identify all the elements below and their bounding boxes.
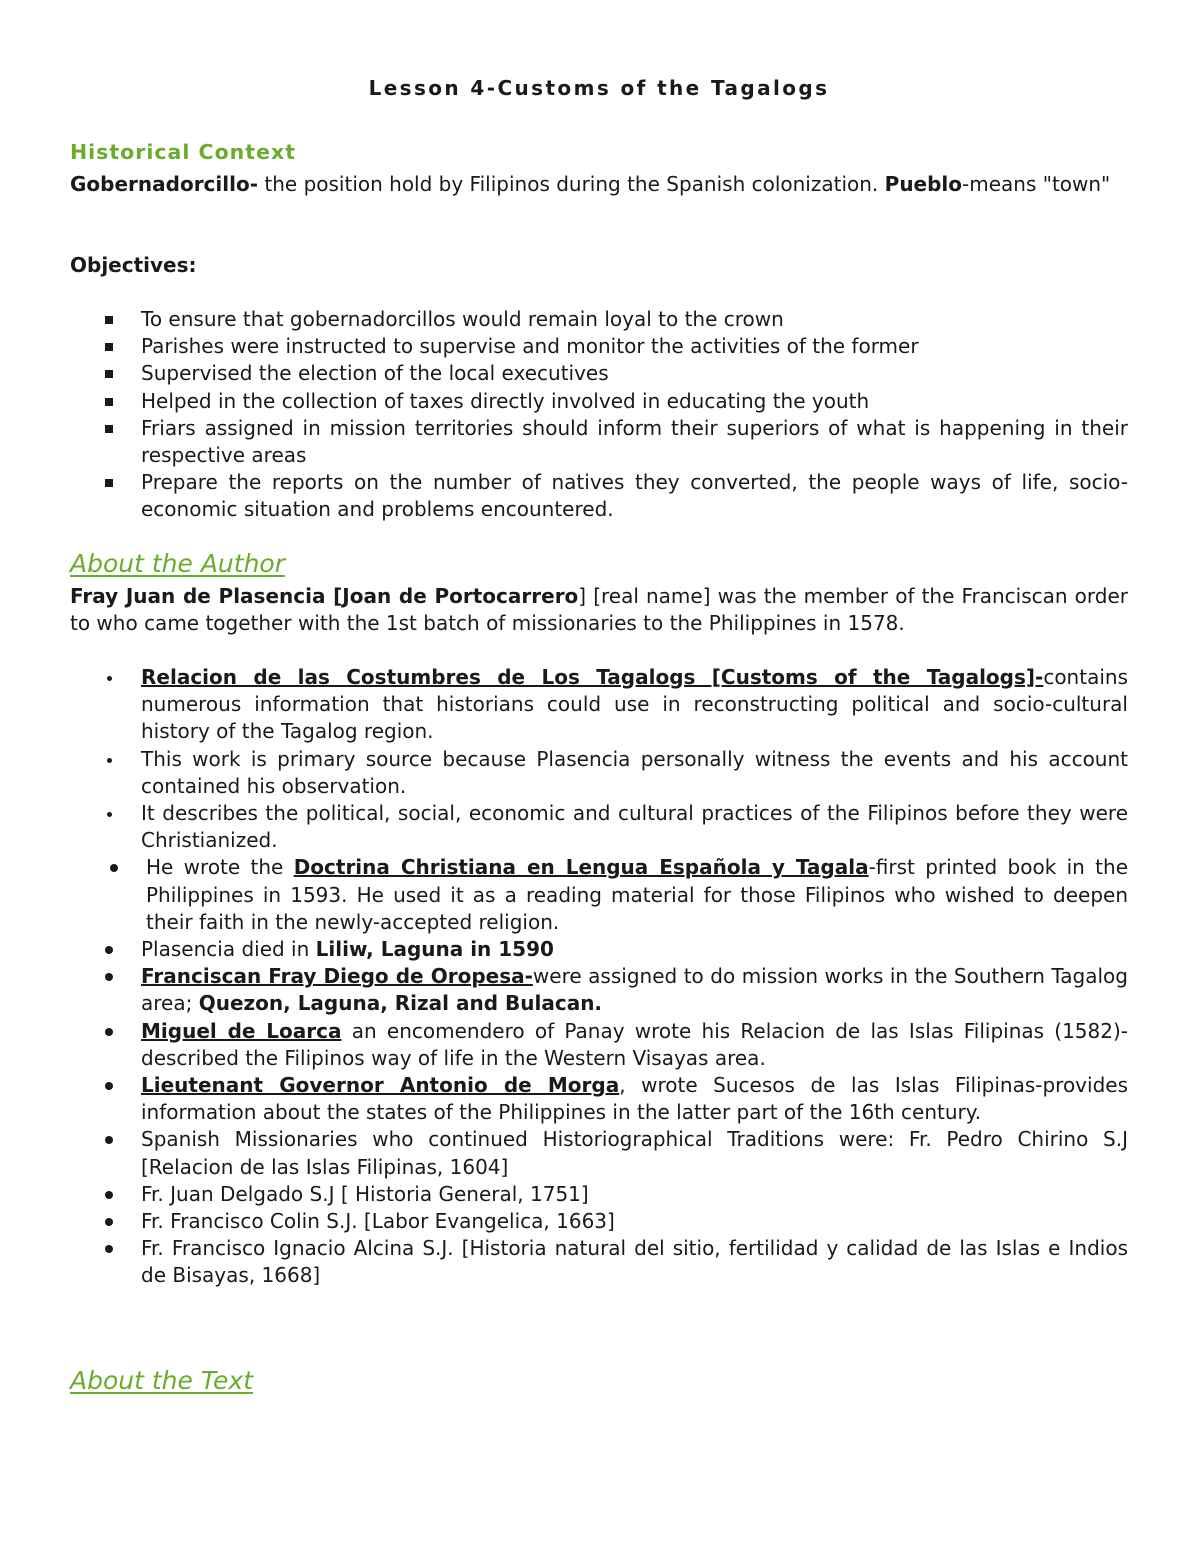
square-bullet-icon [105, 370, 113, 378]
list-item: Relacion de las Costumbres de Los Tagalogs [Customs of the Tagalogs]-contains numerous information that historians could use in reconstructing political and socio-cultural history of the Tagalog region. [70, 664, 1128, 746]
bullet-icon [105, 1136, 113, 1144]
term-gobernadorcillo: Gobernadorcillo- [70, 172, 259, 196]
about-text-heading: About the Text [70, 1366, 253, 1395]
bullet-icon [105, 1245, 113, 1253]
list-item: It describes the political, social, economic and cultural practices of the Filipinos before they were Christianized. [70, 800, 1128, 854]
author-name: Fray Juan de Plasencia [Joan de Portocarrero [70, 584, 579, 608]
square-bullet-icon [105, 425, 113, 433]
term-pueblo: Pueblo [884, 172, 963, 196]
square-bullet-icon [105, 398, 113, 406]
bullet-icon [105, 973, 113, 981]
def-gobernadorcillo: the position hold by Filipinos during the Spanish colonization. [258, 172, 885, 196]
square-bullet-icon [105, 343, 113, 351]
list-item: Fr. Francisco Colin S.J. [Labor Evangelica, 1663] [70, 1208, 1128, 1235]
list-item: Spanish Missionaries who continued Historiographical Traditions were: Fr. Pedro Chirino S.J [Relacion de las Islas Filipinas, 1604] [70, 1126, 1128, 1180]
list-item: Helped in the collection of taxes directly involved in educating the youth [70, 388, 1128, 415]
square-bullet-icon [105, 316, 113, 324]
list-item: Parishes were instructed to supervise and monitor the activities of the former [70, 333, 1128, 360]
bullet-icon [105, 1191, 113, 1199]
bullet-icon [105, 1028, 113, 1036]
about-author-heading: About the Author [70, 549, 286, 578]
list-item: He wrote the Doctrina Christiana en Lengua Española y Tagala-first printed book in the Philippines in 1593. He used it as a reading material for those Filipinos who wished to deepen their faith in the newly-accepted religion. [70, 854, 1128, 936]
list-item: This work is primary source because Plasencia personally witness the events and his account contained his observation. [70, 746, 1128, 800]
page-title: Lesson 4-Customs of the Tagalogs [368, 76, 830, 100]
list-item: Prepare the reports on the number of natives they converted, the people ways of life, socio-economic situation and problems encountered. [70, 469, 1128, 523]
square-bullet-icon [105, 479, 113, 487]
objectives-list [70, 306, 1128, 524]
bullet-icon [107, 676, 112, 681]
bullet-icon [107, 758, 112, 763]
bullet-icon [105, 1218, 113, 1226]
list-item: Fr. Juan Delgado S.J [ Historia General, 1751] [70, 1181, 1128, 1208]
list-item: To ensure that gobernadorcillos would remain loyal to the crown [70, 306, 1128, 333]
list-item: Friars assigned in mission territories should inform their superiors of what is happening in their respective areas [70, 415, 1128, 469]
bullet-icon [107, 812, 112, 817]
list-item: Lieutenant Governor Antonio de Morga, wrote Sucesos de las Islas Filipinas-provides information about the states of the Philippines in the latter part of the 16th century. [70, 1072, 1128, 1126]
list-item: Supervised the election of the local executives [70, 360, 1128, 387]
historical-context-paragraph [70, 171, 1128, 198]
list-item: Plasencia died in Liliw, Laguna in 1590 [70, 936, 1128, 963]
bullet-icon [105, 946, 113, 954]
bullet-icon [105, 1082, 113, 1090]
bullet-icon [110, 864, 118, 872]
list-item: Franciscan Fray Diego de Oropesa-were assigned to do mission works in the Southern Tagalog area; Quezon, Laguna, Rizal and Bulacan. [70, 963, 1128, 1017]
objectives-label: Objectives: [70, 253, 197, 277]
author-notes-list [70, 664, 1128, 1290]
list-item: Fr. Francisco Ignacio Alcina S.J. [Historia natural del sitio, fertilidad y calidad de las Islas e Indios de Bisayas, 1668] [70, 1235, 1128, 1289]
historical-context-heading: Historical Context [70, 140, 297, 164]
author-intro-paragraph: Fray Juan de Plasencia [Joan de Portocarrero] [real name] was the member of the Franciscan order to who came together with the 1st batch of missionaries to the Philippines in 1578. [70, 584, 1129, 635]
list-item: Miguel de Loarca an encomendero of Panay wrote his Relacion de las Islas Filipinas (1582)-described the Filipinos way of life in the Western Visayas area. [70, 1018, 1128, 1072]
def-pueblo: -means "town" [962, 172, 1111, 196]
